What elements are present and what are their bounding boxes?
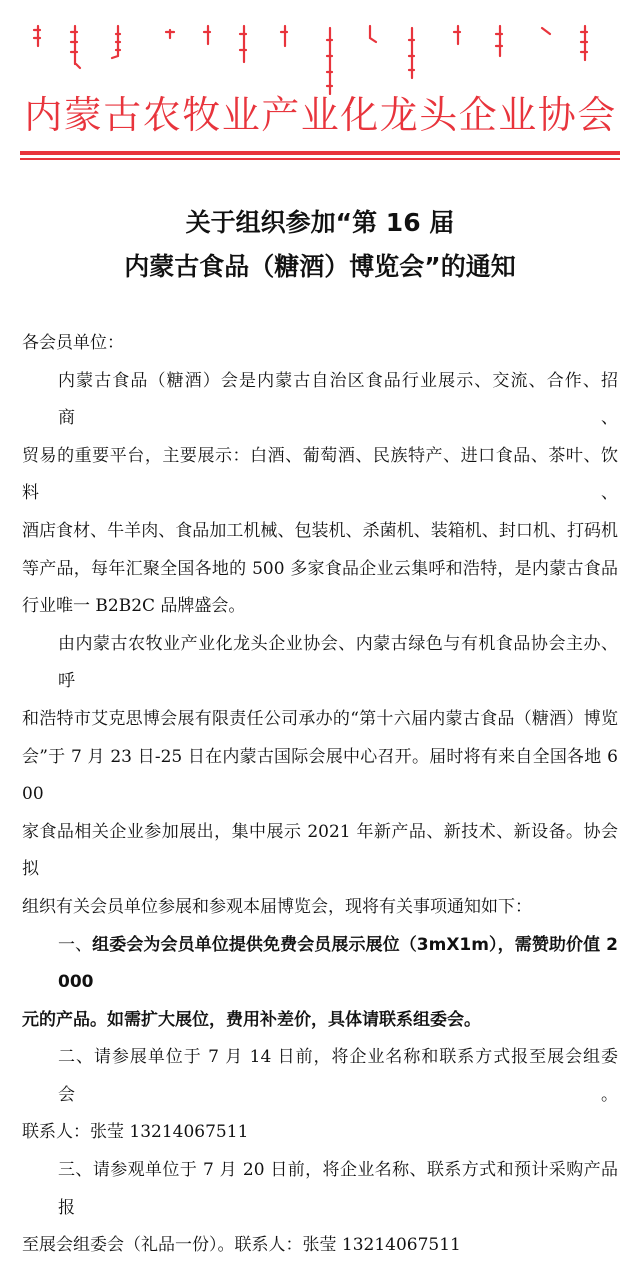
salutation: 各会员单位： [22, 333, 124, 353]
paragraph [22, 363, 618, 626]
text-line: 等产品，每年汇聚全国各地的 500 多家食品企业云集呼和浩特，是内蒙古食品 [22, 558, 618, 579]
item-number: 一、 [58, 934, 93, 955]
item-number: 三、 [58, 1160, 93, 1181]
notice-item-1 [22, 927, 618, 1040]
text-line: 请参观单位于 7 月 20 日前，将企业名称、联系方式和预计采购产品报 [58, 1160, 619, 1218]
notice-item-2 [22, 1039, 618, 1152]
text-line: 酒店食材、牛羊肉、食品加工机械、包装机、杀菌机、装箱机、封口机、打码机 [22, 520, 618, 541]
text-line: 组委会为会员单位提供免费会员展示展位（3mX1m），需赞助价值 2000 [58, 934, 618, 993]
document-title-line1: 关于组织参加“第 16 届 [185, 208, 455, 237]
contact-line: 联系人：张莹 13214067511 [22, 1122, 249, 1143]
text-line: 内蒙古食品（糖酒）会是内蒙古自治区食品行业展示、交流、合作、招商、 [58, 370, 618, 429]
letterhead-divider [20, 151, 620, 155]
text-line: 组织有关会员单位参展和参观本届博览会，现将有关事项通知如下： [22, 896, 532, 917]
text-line: 会”于 7 月 23 日-25 日在内蒙古国际会展中心召开。届时将有来自全国各地 600 [22, 746, 618, 805]
text-line: 至展会组委会（礼品一份）。联系人：张莹 13214067511 [22, 1235, 461, 1256]
text-line: 行业唯一 B2B2C 品牌盛会。 [22, 596, 246, 617]
document-title-line2: 内蒙古食品（糖酒）博览会”的通知 [124, 252, 516, 281]
letterhead-divider-thin [20, 158, 620, 160]
text-line: 请参展单位于 7 月 14 日前，将企业名称和联系方式报至展会组委会。 [58, 1047, 619, 1105]
organization-name: 内蒙古农牧业产业化龙头企业协会 [24, 93, 617, 137]
text-line: 由内蒙古农牧业产业化龙头企业协会、内蒙古绿色与有机食品协会主办、呼 [58, 633, 618, 692]
mongolian-script-logo [30, 20, 610, 95]
text-line: 元的产品。如需扩大展位，费用补差价，具体请联系组委会。 [22, 1009, 481, 1030]
notice-item-3 [22, 1152, 618, 1265]
text-line: 和浩特市艾克思博会展有限责任公司承办的“第十六届内蒙古食品（糖酒）博览 [22, 708, 618, 729]
document-body [22, 325, 618, 1265]
paragraph [22, 626, 618, 927]
text-line: 家食品相关企业参加展出，集中展示 2021 年新产品、新技术、新设备。协会拟 [22, 821, 618, 880]
text-line: 贸易的重要平台，主要展示：白酒、葡萄酒、民族特产、进口食品、茶叶、饮料、 [22, 445, 618, 504]
item-number: 二、 [58, 1047, 94, 1068]
